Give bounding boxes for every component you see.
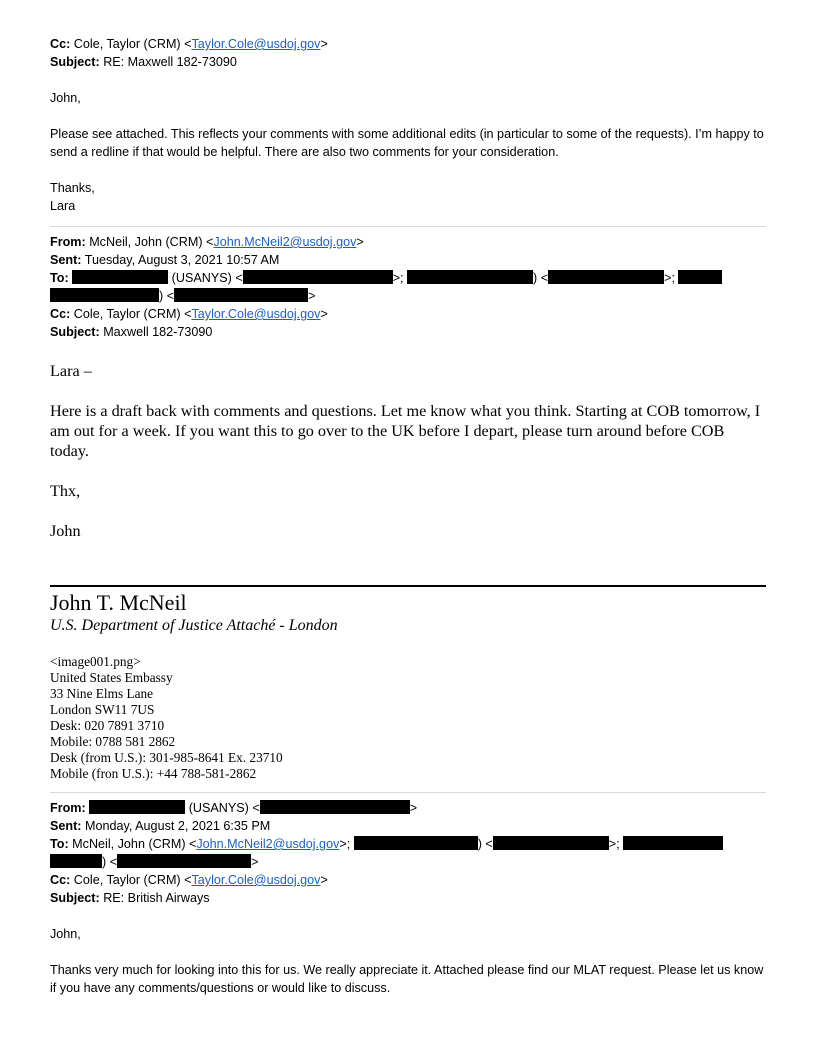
email-body: Here is a draft back with comments and questions. Let me know what you think. Starting at COB tomorrow, I am out for a week. If you want this to go over to the UK before I depart, please turn around before COB today.: [50, 402, 761, 460]
signature-address: [50, 670, 766, 782]
signoff: John: [50, 522, 81, 540]
redaction-block: [548, 270, 664, 284]
from-email-link[interactable]: John.McNeil2@usdoj.gov: [213, 235, 357, 249]
redaction-block: [72, 270, 168, 284]
phone-line: Desk (from U.S.): 301-985-8641 Ex. 23710: [50, 750, 283, 765]
phone-line: Mobile (fron U.S.): +44 788-581-2862: [50, 766, 257, 781]
signature-name: John T. McNeil: [50, 590, 187, 615]
signature-image-placeholder: <image001.png>: [50, 654, 141, 669]
to-line-continued: ) < >: [50, 287, 766, 305]
from-line: From: McNeil, John (CRM) <John.McNeil2@usdoj.gov>: [50, 235, 364, 249]
redaction-block: [174, 288, 308, 302]
cc-email-link[interactable]: Taylor.Cole@usdoj.gov: [191, 307, 321, 321]
to-line: To: McNeil, John (CRM) <John.McNeil2@usdoj.gov>; ) < >;: [50, 835, 766, 853]
email-body: Please see attached. This reflects your comments with some additional edits (in particular to some of the requests). I’m happy to send a redline if that would be helpful. There are also two comments for your consideration.: [50, 127, 764, 159]
redaction-block: [50, 854, 102, 868]
email-document: [50, 35, 766, 997]
redaction-block: [117, 854, 251, 868]
signature-rule: [50, 585, 766, 587]
sent-line: Sent: Monday, August 2, 2021 6:35 PM: [50, 819, 271, 833]
redaction-block: [243, 270, 393, 284]
subject-line: Subject: Maxwell 182-73090: [50, 325, 213, 339]
cc-line: Cc: Cole, Taylor (CRM) <Taylor.Cole@usdoj.gov>: [50, 307, 328, 321]
signoff: Lara: [50, 199, 76, 213]
redaction-block: [407, 270, 533, 284]
redaction-block: [354, 836, 478, 850]
subject-line: Subject: RE: Maxwell 182-73090: [50, 55, 237, 69]
phone-line: Desk: 020 7891 3710: [50, 718, 165, 733]
address-line: United States Embassy: [50, 670, 173, 685]
from-line: From: (USANYS) < >: [50, 801, 418, 815]
subject-text: RE: British Airways: [103, 891, 210, 905]
address-line: 33 Nine Elms Lane: [50, 686, 154, 701]
redaction-block: [50, 288, 159, 302]
subject-line: Subject: RE: British Airways: [50, 891, 210, 905]
subject-text: RE: Maxwell 182-73090: [103, 55, 237, 69]
greeting: John,: [50, 91, 81, 105]
redaction-block: [678, 270, 722, 284]
to-line: To: (USANYS) < >; ) < >;: [50, 269, 766, 287]
cc-email-link[interactable]: Taylor.Cole@usdoj.gov: [191, 873, 321, 887]
sent-date: Tuesday, August 3, 2021 10:57 AM: [84, 253, 280, 267]
greeting: Lara –: [50, 362, 92, 380]
sent-date: Monday, August 2, 2021 6:35 PM: [84, 819, 271, 833]
redaction-block: [493, 836, 609, 850]
cc-line: Cc: Cole, Taylor (CRM) <Taylor.Cole@usdoj.gov>: [50, 873, 328, 887]
address-line: London SW11 7US: [50, 702, 155, 717]
email-1: [50, 35, 766, 215]
email-3: [50, 799, 766, 997]
redaction-block: [89, 800, 185, 814]
redaction-block: [623, 836, 723, 850]
greeting: John,: [50, 927, 81, 941]
to-line-continued: ) < >: [50, 853, 766, 871]
signature-title: U.S. Department of Justice Attaché - London: [50, 617, 338, 634]
to-email-link[interactable]: John.McNeil2@usdoj.gov: [196, 837, 340, 851]
email-body: Thanks very much for looking into this for us. We really appreciate it. Attached please find our MLAT request. Please let us know if you have any comments/questions or would like to discuss.: [50, 963, 764, 995]
cc-line: Cc: Cole, Taylor (CRM) <Taylor.Cole@usdoj.gov>: [50, 37, 328, 51]
email-2: [50, 233, 766, 782]
cc-email-link[interactable]: Taylor.Cole@usdoj.gov: [191, 37, 321, 51]
subject-text: Maxwell 182-73090: [103, 325, 213, 339]
closing: Thanks,: [50, 181, 95, 195]
redaction-block: [260, 800, 410, 814]
sent-line: Sent: Tuesday, August 3, 2021 10:57 AM: [50, 253, 280, 267]
divider: [50, 792, 766, 793]
phone-line: Mobile: 0788 581 2862: [50, 734, 176, 749]
closing: Thx,: [50, 482, 81, 500]
divider: [50, 226, 766, 227]
